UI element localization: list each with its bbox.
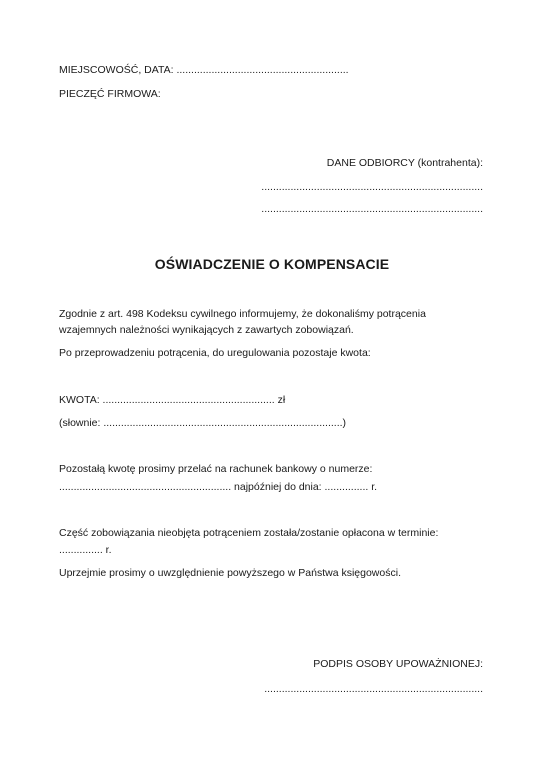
company-stamp-label: PIECZĘĆ FIRMOWA: xyxy=(59,88,161,100)
place-date-line: MIEJSCOWOŚĆ, DATA: ........................................................... xyxy=(59,64,349,76)
amount-line: KWOTA: ........................................................... zł xyxy=(59,394,286,406)
signature-label: PODPIS OSOBY UPOWAŻNIONEJ: xyxy=(313,658,483,670)
document-title: OŚWIADCZENIE O KOMPENSACIE xyxy=(154,256,390,272)
transfer-text: Pozostałą kwotę prosimy przelać na rachunek bankowy o numerze: xyxy=(59,463,373,475)
recipient-label: DANE ODBIORCY (kontrahenta): xyxy=(326,157,483,169)
recipient-line-1: ............................................................................ xyxy=(261,181,483,193)
transfer-account-line: ........................................................... najpóźniej do dnia: ............... r. xyxy=(59,481,378,493)
signature-line: ........................................................................... xyxy=(264,683,483,695)
recipient-line-2: ............................................................................ xyxy=(261,203,483,215)
remaining-amount-text: Po przeprowadzeniu potrącenia, do uregulowania pozostaje kwota: xyxy=(59,347,371,359)
partial-payment-text: Część zobowiązania nieobjęta potrąceniem została/zostanie opłacona w terminie: xyxy=(59,527,439,539)
partial-payment-date: ............... r. xyxy=(59,544,112,556)
amount-words-line: (słownie: ..................................................................................) xyxy=(59,417,347,429)
closing-text: Uprzejmie prosimy o uwzględnienie powyższego w Państwa księgowości. xyxy=(59,567,401,579)
intro-paragraph: Zgodnie z art. 498 Kodeksu cywilnego informujemy, że dokonaliśmy potrącenia wzajemnych należności wynikających z zawartych zobowiązań. xyxy=(59,308,426,336)
